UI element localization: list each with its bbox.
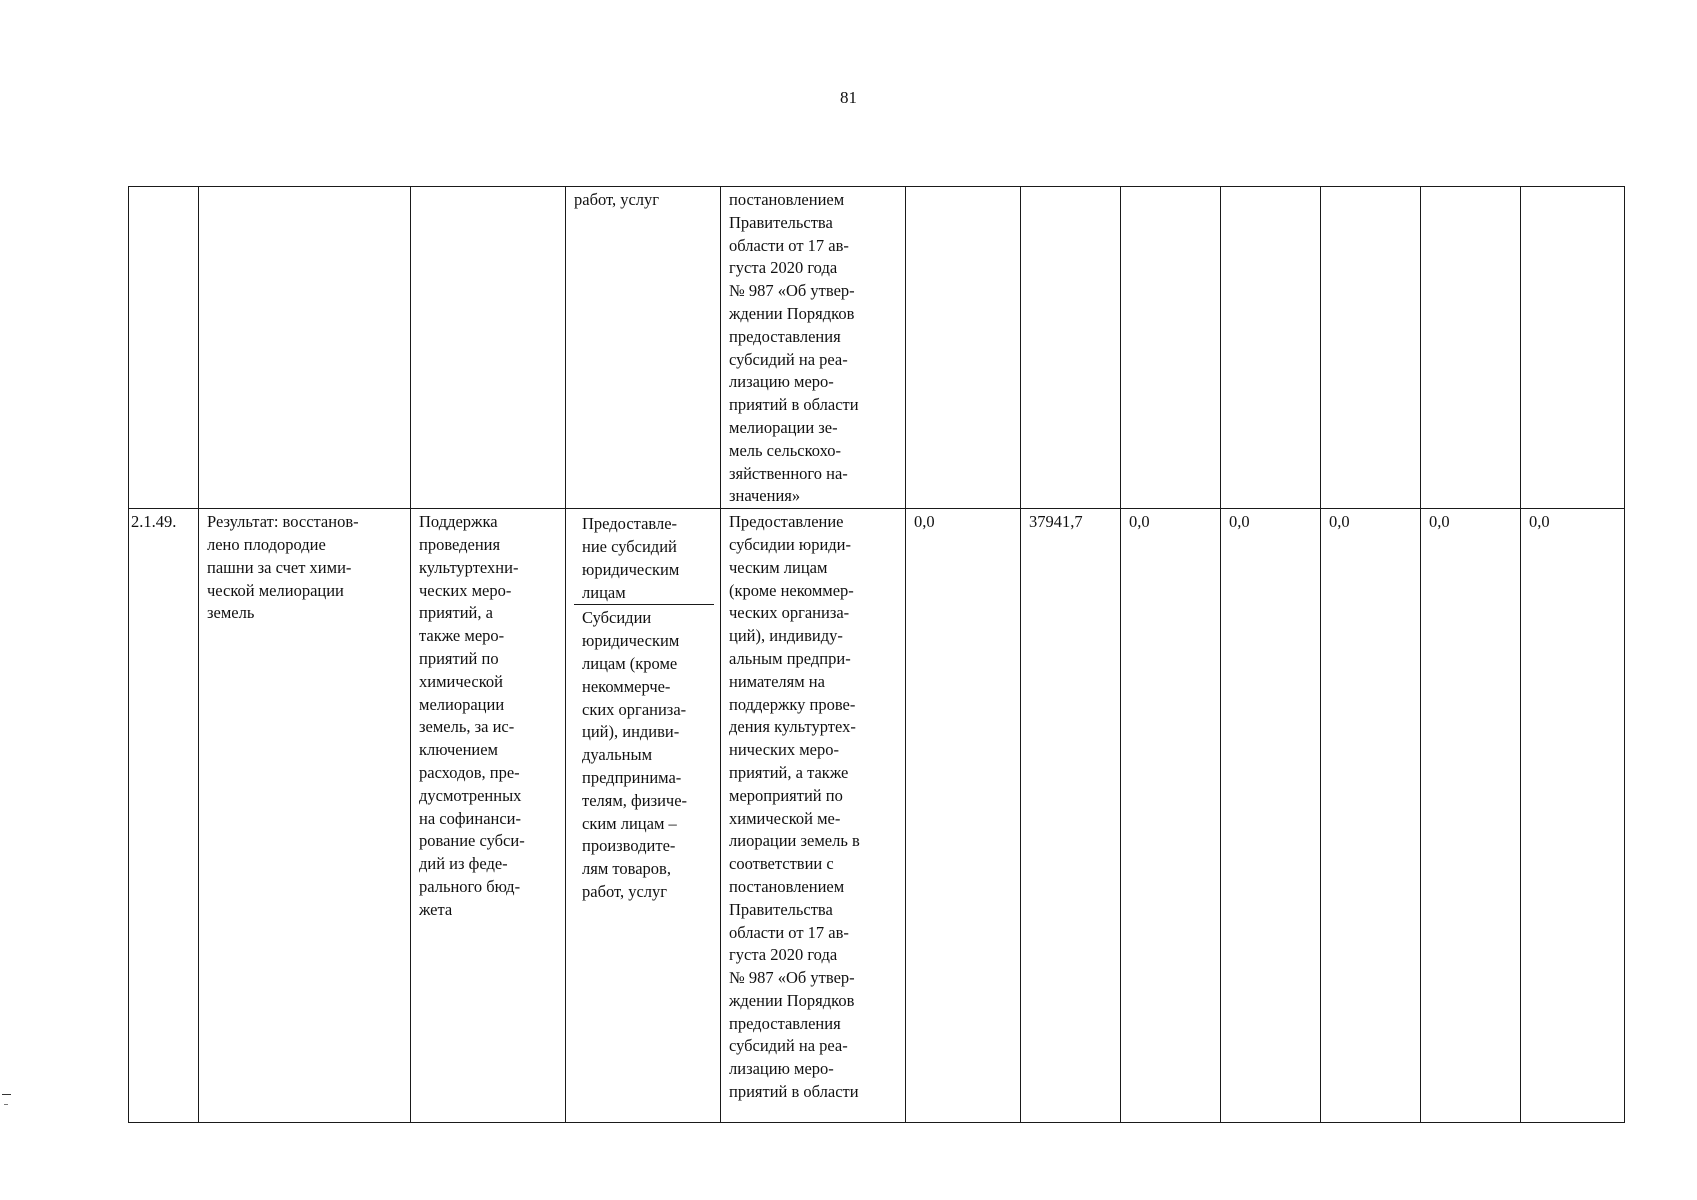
cell-number	[129, 187, 199, 509]
table-row-2-1-49	[129, 509, 1625, 1123]
cell-form: работ, услуг	[566, 187, 721, 509]
cell-description: Предоставление субсидии юриди- ческим лицам (кроме некоммер- ческих организа- ций), индивиду- альным предпри- нимателям на поддержку прове- дения культуртех- нических меро- приятий, а также мероприятий по химической ме- лиорации земель в соответствии с постановлением Правительства области от 17 ав- густа 2020 года № 987 «Об утвер- ждении Порядков предоставления субсидий на реа- лизацию меро- приятий в области	[721, 509, 906, 1123]
cell-value	[1121, 187, 1221, 509]
cell-result: Результат: восстанов- лено плодородие пашни за счет хими- ческой мелиорации земель	[199, 509, 411, 1123]
cell-measure	[411, 187, 566, 509]
cell-description: постановлением Правительства области от 17 ав- густа 2020 года № 987 «Об утвер- ждении Порядков предоставления субсидий на реа- лизацию меро- приятий в области мелиорации зе- мель сельскохо- зяйственного на- значения»	[721, 187, 906, 509]
table-row-continuation	[129, 187, 1625, 509]
cell-value: 0,0	[1221, 509, 1321, 1123]
cell-value: 37941,7	[1021, 509, 1121, 1123]
page-number: 81	[840, 88, 857, 107]
cell-value	[1221, 187, 1321, 509]
cell-result	[199, 187, 411, 509]
cell-value	[1521, 187, 1625, 509]
cell-value	[1421, 187, 1521, 509]
form-subsidy-type: Предоставле- ние субсидий юридическим лицам	[574, 511, 714, 605]
cell-form	[566, 509, 721, 1123]
cell-value	[906, 187, 1021, 509]
cell-value	[1321, 187, 1421, 509]
scan-edge-mark	[4, 1104, 8, 1105]
cell-measure: Поддержка проведения культуртехни- ческих меро- приятий, а также меро- приятий по химической мелиорации земель, за ис- ключением расходов, пре- дусмотренных на софинанси- рование субси- дий из феде- рального бюд- жета	[411, 509, 566, 1123]
scan-edge-mark	[2, 1094, 11, 1095]
cell-value: 0,0	[1421, 509, 1521, 1123]
cell-value: 0,0	[1321, 509, 1421, 1123]
cell-value: 0,0	[906, 509, 1021, 1123]
cell-value	[1021, 187, 1121, 509]
form-subsidy-recipients: Субсидии юридическим лицам (кроме некоммерче- ских организа- ций), индиви- дуальным предпринима- телям, физиче- ским лицам – производите- лям товаров, работ, услуг	[582, 608, 688, 901]
cell-number: 2.1.49.	[129, 509, 199, 1123]
cell-value: 0,0	[1521, 509, 1625, 1123]
program-table	[128, 186, 1625, 1123]
cell-value: 0,0	[1121, 509, 1221, 1123]
